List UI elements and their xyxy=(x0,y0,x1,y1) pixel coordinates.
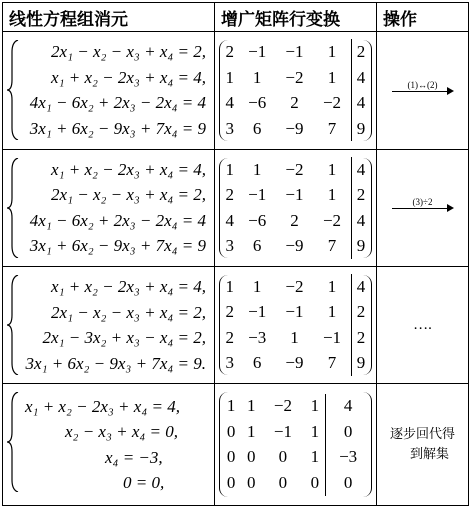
header-operation: 操作 xyxy=(377,3,469,32)
left-brace-icon xyxy=(7,275,19,375)
equation-line: x₂ − x₃ + x₄ = 0, xyxy=(65,422,179,442)
step-row-2 xyxy=(3,149,469,266)
matrix-cell: −1 xyxy=(248,302,267,322)
equation-line: x₁ + x₂ − 2x₃ + x₄ = 4, xyxy=(51,277,206,297)
left-paren xyxy=(219,40,228,140)
equation-line: 2x₁ − x₂ − x₃ + x₄ = 2, xyxy=(51,42,206,62)
matrix-cell: 1 xyxy=(310,421,320,441)
operation-label: (1)↔(2) xyxy=(407,79,438,90)
right-arrow-icon xyxy=(392,199,454,213)
matrix-cell: 4 xyxy=(351,274,370,300)
equation-line: x₁ + x₂ − 2x₃ + x₄ = 4, xyxy=(25,396,180,416)
matrix-grid xyxy=(221,274,370,376)
left-brace-icon xyxy=(7,392,19,492)
matrix-cell: 4 xyxy=(351,157,370,183)
operation-ellipsis: …. xyxy=(413,316,432,333)
matrix-cell: −2 xyxy=(322,210,342,230)
equation-line: 3x₁ + 6x₂ − 9x₃ + 7x₄ = 9 xyxy=(29,236,206,256)
matrix-cell: 1 xyxy=(225,159,234,179)
matrix-cell: 1 xyxy=(327,159,337,179)
matrix-cell: −6 xyxy=(248,93,267,113)
matrix-cell: 6 xyxy=(252,353,262,373)
matrix-cell: 7 xyxy=(327,118,337,138)
matrix-cell: 2 xyxy=(351,39,370,65)
matrix-cell: −1 xyxy=(248,185,267,205)
equation-line: x₄ = −3, xyxy=(105,447,163,467)
matrix-grid xyxy=(221,157,370,259)
equation-line: 4x₁ − 6x₂ + 2x₃ − 2x₄ = 4 xyxy=(29,210,206,230)
matrix-cell: 2 xyxy=(225,42,234,62)
matrix-cell: 1 xyxy=(310,396,320,416)
equation-system-2 xyxy=(3,149,215,266)
matrix-cell: 0 xyxy=(326,419,370,445)
matrix-cell: −1 xyxy=(322,327,342,347)
matrix-cell: 4 xyxy=(225,210,234,230)
right-paren xyxy=(363,158,372,258)
note-line: 逐步回代得 xyxy=(389,426,455,442)
matrix-cell: 1 xyxy=(252,159,262,179)
matrix-cell: −2 xyxy=(273,396,292,416)
matrix-cell: 0 xyxy=(310,472,320,492)
matrix-cell: 1 xyxy=(247,421,256,441)
matrix-cell: 1 xyxy=(310,447,320,467)
operation-cell-3 xyxy=(377,267,469,384)
matrix-cell: 6 xyxy=(252,118,262,138)
matrix-cell: −9 xyxy=(285,353,304,373)
augmented-matrix-4 xyxy=(215,384,377,506)
matrix-cell: −1 xyxy=(273,421,292,441)
matrix-cell: 0 xyxy=(226,421,236,441)
equation-line: 2x₁ − x₂ − x₃ + x₄ = 2, xyxy=(51,185,206,205)
matrix-cell: −1 xyxy=(248,42,267,62)
matrix-cell: 4 xyxy=(225,93,234,113)
matrix-cell: 0 xyxy=(226,447,236,467)
equation-line: x₁ + x₂ − 2x₃ + x₄ = 4, xyxy=(51,67,206,87)
right-paren xyxy=(363,40,372,140)
matrix-cell: 6 xyxy=(252,236,262,256)
matrix-cell: −6 xyxy=(248,210,267,230)
matrix-cell: 0 xyxy=(247,472,256,492)
matrix-grid xyxy=(221,394,370,496)
augmented-matrix-1 xyxy=(215,32,377,149)
operation-cell-2 xyxy=(377,149,469,266)
right-paren xyxy=(363,275,372,375)
matrix-cell: 0 xyxy=(247,447,256,467)
matrix-cell: 2 xyxy=(290,93,299,113)
step-row-4 xyxy=(3,384,469,506)
header-matrix: 增广矩阵行变换 xyxy=(215,3,377,32)
matrix-cell: 2 xyxy=(225,302,234,322)
left-brace-icon xyxy=(7,158,19,258)
matrix-cell: 2 xyxy=(290,210,299,230)
matrix-cell: −3 xyxy=(326,445,370,471)
augmented-matrix-3 xyxy=(215,267,377,384)
step-row-1 xyxy=(3,32,469,149)
matrix-cell: −2 xyxy=(322,93,342,113)
equation-line: x₁ + x₂ − 2x₃ + x₄ = 4, xyxy=(51,159,206,179)
elimination-table xyxy=(2,2,469,506)
matrix-cell: 3 xyxy=(225,236,234,256)
matrix-cell: 4 xyxy=(351,90,370,116)
matrix-cell: 4 xyxy=(351,208,370,234)
matrix-cell: 1 xyxy=(327,42,337,62)
right-paren xyxy=(363,392,372,497)
operation-cell-1 xyxy=(377,32,469,149)
matrix-cell: 1 xyxy=(247,396,256,416)
matrix-cell: 1 xyxy=(327,185,337,205)
matrix-grid xyxy=(221,39,370,141)
matrix-cell: 1 xyxy=(225,276,234,296)
matrix-cell: −2 xyxy=(285,67,304,87)
matrix-cell: 3 xyxy=(225,118,234,138)
matrix-cell: −1 xyxy=(285,185,304,205)
header-row xyxy=(3,3,469,32)
equation-line: 0 = 0, xyxy=(123,473,165,493)
left-paren xyxy=(219,158,228,258)
matrix-cell: 7 xyxy=(327,353,337,373)
matrix-cell: 2 xyxy=(225,327,234,347)
matrix-cell: −1 xyxy=(285,302,304,322)
matrix-cell: 4 xyxy=(326,394,370,420)
matrix-cell: 1 xyxy=(252,67,262,87)
matrix-cell: 7 xyxy=(327,236,337,256)
equation-system-1 xyxy=(3,32,215,149)
matrix-cell: 1 xyxy=(225,67,234,87)
equation-line: 3x₁ + 6x₂ − 9x₃ + 7x₄ = 9 xyxy=(29,118,206,138)
equation-line: 3x₁ + 6x₂ − 9x₃ + 7x₄ = 9. xyxy=(25,353,206,373)
matrix-cell: 9 xyxy=(351,233,370,259)
matrix-cell: 1 xyxy=(226,396,236,416)
equation-line: 2x₁ − x₂ − x₃ + x₄ = 2, xyxy=(51,302,206,322)
operation-label: (3)÷2 xyxy=(412,197,433,208)
matrix-cell: 0 xyxy=(278,472,288,492)
note-line: 到解集 xyxy=(409,446,449,462)
matrix-cell: −2 xyxy=(285,159,304,179)
operation-cell-4 xyxy=(377,384,469,506)
matrix-cell: 2 xyxy=(225,185,234,205)
right-arrow-icon xyxy=(392,79,454,96)
matrix-cell: −9 xyxy=(285,236,304,256)
matrix-cell: 9 xyxy=(351,116,370,142)
matrix-cell: 9 xyxy=(351,351,370,377)
back-substitution-note xyxy=(377,425,468,465)
step-row-3 xyxy=(3,267,469,384)
left-paren xyxy=(219,275,228,375)
matrix-cell: 0 xyxy=(326,470,370,496)
matrix-cell: −2 xyxy=(285,276,304,296)
equation-system-4 xyxy=(3,384,215,506)
matrix-cell: −3 xyxy=(248,327,267,347)
header-equations: 线性方程组消元 xyxy=(3,3,215,32)
matrix-cell: 1 xyxy=(327,302,337,322)
left-brace-icon xyxy=(7,40,19,140)
matrix-cell: 2 xyxy=(351,300,370,326)
equation-system-3 xyxy=(3,267,215,384)
augmented-matrix-2 xyxy=(215,149,377,266)
matrix-cell: 1 xyxy=(290,327,299,347)
matrix-cell: 0 xyxy=(226,472,236,492)
matrix-cell: 3 xyxy=(225,353,234,373)
matrix-cell: 0 xyxy=(278,447,288,467)
matrix-cell: 2 xyxy=(351,182,370,208)
matrix-cell: 1 xyxy=(327,276,337,296)
matrix-cell: 2 xyxy=(351,325,370,351)
equation-line: 4x₁ − 6x₂ + 2x₃ − 2x₄ = 4 xyxy=(29,93,206,113)
matrix-cell: −1 xyxy=(285,42,304,62)
matrix-cell: 1 xyxy=(252,276,262,296)
left-paren xyxy=(219,392,228,497)
matrix-cell: −9 xyxy=(285,118,304,138)
matrix-cell: 4 xyxy=(351,65,370,91)
equation-line: 2x₁ − 3x₂ + x₃ − x₄ = 2, xyxy=(42,328,206,348)
matrix-cell: 1 xyxy=(327,67,337,87)
